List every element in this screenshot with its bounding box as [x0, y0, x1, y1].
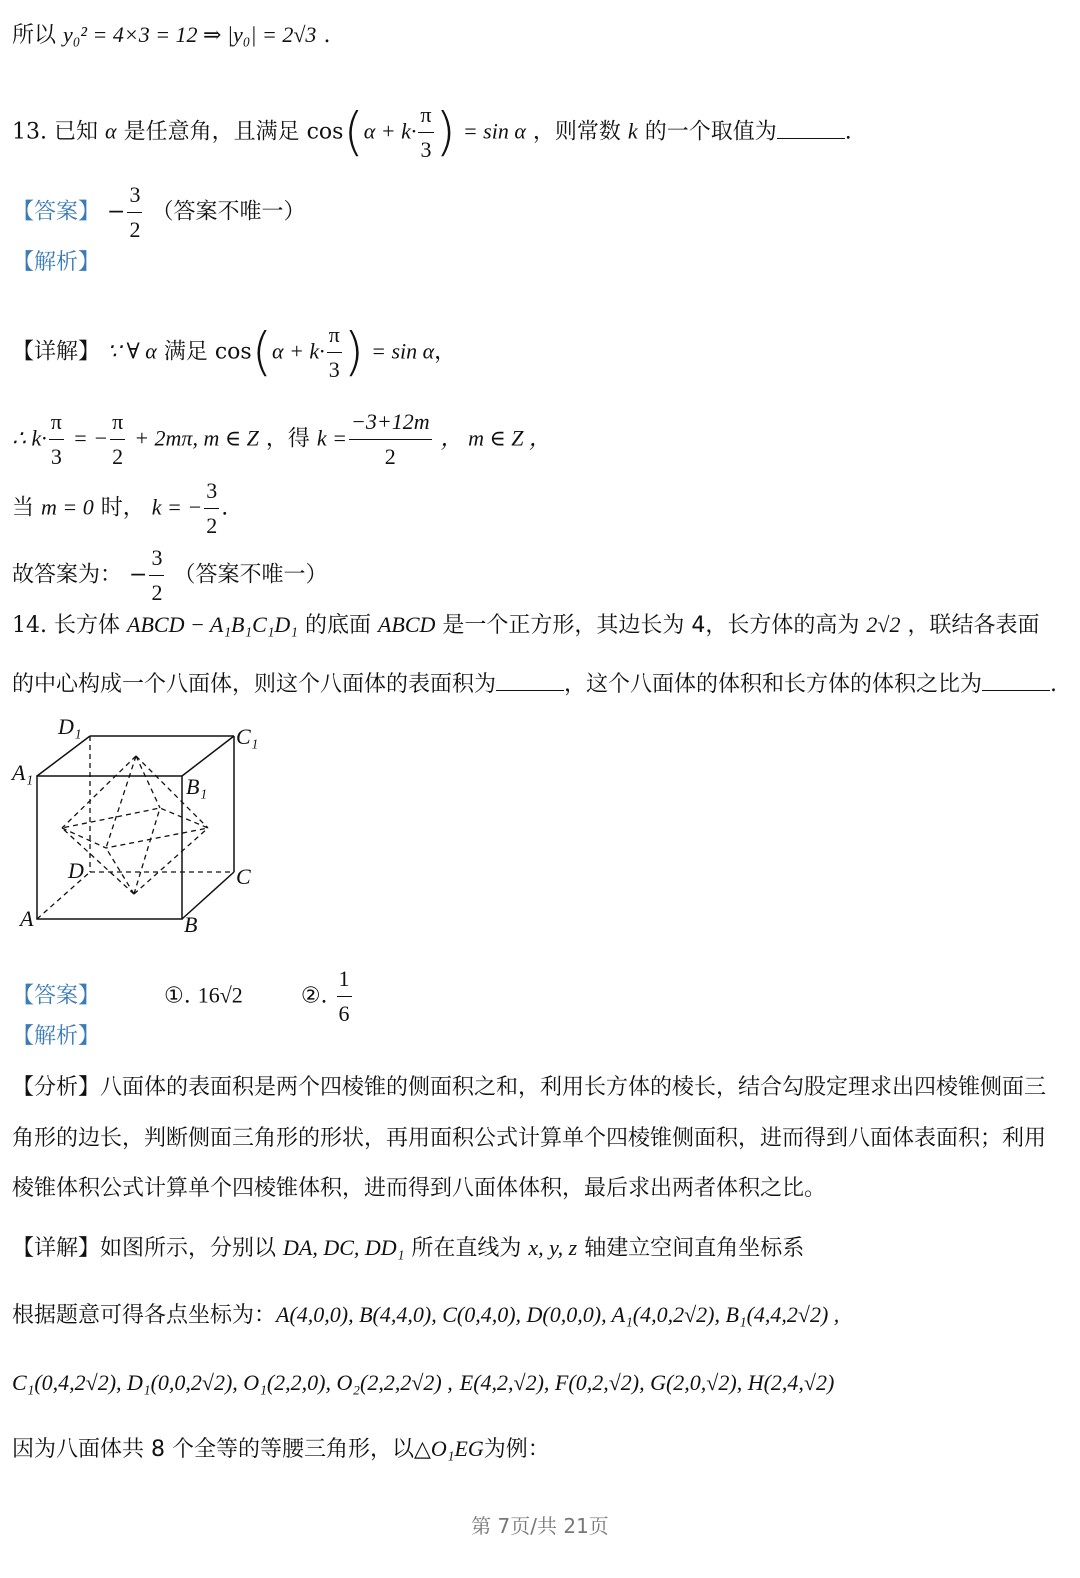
text: ，则常数: [532, 119, 621, 145]
text: 是任意角，且满足: [123, 119, 300, 145]
label-A1: A₁: [12, 760, 34, 785]
formula: C₁(0,4,2√2), D₁(0,0,2√2), O₁(2,2,0), O₂(2,2,2√2) ,: [12, 1370, 453, 1395]
answer-1-value: 16√2: [197, 982, 243, 1008]
answer-2-fraction: $\frac{1}{6}$: [337, 962, 352, 1031]
text: 当: [12, 495, 35, 521]
answer-14: [12, 962, 354, 1031]
cuboid-octahedron-figure: [10, 712, 270, 942]
formula: y₀² = 4×3 = 12 ⇒ |y₀| = 2√3: [63, 22, 317, 47]
text: ，得: [265, 426, 310, 452]
formula: E(4,2,√2), F(0,2,√2), G(2,0,√2), H(2,4,√2): [459, 1370, 835, 1395]
coords-line-2: [12, 1368, 834, 1399]
formula: −: [129, 562, 148, 588]
formula: + 2mπ, m ∈ Z: [134, 425, 259, 451]
formula: m = 0: [41, 494, 94, 520]
formula: k = −: [151, 494, 203, 520]
fraction: $\frac{-3+12m}{2}$: [349, 405, 432, 474]
fraction: $\frac{3}{2}$: [127, 178, 142, 247]
formula: cos: [306, 119, 344, 145]
formula: ， m ∈ Z ，: [440, 425, 552, 451]
page-footer: 第 7页/共 21页: [471, 1514, 609, 1538]
answer-2-marker: ②.: [300, 983, 328, 1009]
coords-line-1: 根据题意可得各点坐标为：A(4,0,0), B(4,4,0), C(0,4,0), D(0,0,0), A₁(4,0,2√2), B₁(4,4,2√2) ,: [12, 1302, 840, 1328]
question-number: 13.: [12, 119, 47, 145]
question-13: 13. 已知 α 是任意角，且满足 cos(α + k· $\frac{\pi}{3}$ ) = sin α ，则常数 k 的一个取值为 .: [12, 98, 852, 167]
text: ，这个八面体的体积和长方体的体积之比为: [564, 672, 983, 697]
text: ，联结各表面: [907, 613, 1040, 638]
formula: = sin α: [462, 118, 526, 144]
line-1: [12, 20, 330, 51]
label-A: A: [20, 906, 34, 931]
formula: k =: [316, 425, 347, 451]
formula: α: [105, 118, 117, 144]
formula: A(4,0,0), B(4,4,0), C(0,4,0), D(0,0,0), A₁(4,0,2√2), B₁(4,4,2√2) ,: [276, 1302, 840, 1327]
text: 是一个正方形，其边长为 4，长方体的高为: [442, 613, 860, 638]
formula: cos: [214, 339, 252, 365]
formula: △O₁EG: [414, 1436, 484, 1461]
formula: α + k·: [272, 338, 325, 364]
analysis-line-3: 棱锥体积公式计算单个四棱锥体积，进而得到八面体体积，最后求出两者体积之比。: [12, 1176, 827, 1201]
formula: ABCD: [377, 612, 436, 637]
text: 满足: [163, 339, 208, 365]
text: 的中心构成一个八面体，则这个八面体的表面积为: [12, 672, 497, 697]
answer-label: 【答案】: [12, 983, 101, 1009]
formula: = sin α: [371, 338, 435, 364]
answer-1-marker: ①.: [164, 983, 191, 1009]
text: 的底面: [304, 613, 371, 638]
formula: −: [107, 199, 126, 225]
question-14-line-2: 的中心构成一个八面体，则这个八面体的表面积为 ，这个八面体的体积和长方体的体积之比为 .: [12, 672, 1058, 697]
fraction: $\frac{\pi}{3}$: [49, 405, 64, 474]
fraction: $\frac{\pi}{3}$: [418, 98, 433, 167]
question-14-line-1: [12, 610, 1040, 641]
fraction: $\frac{3}{2}$: [149, 541, 164, 610]
detail-label: 【详解】: [12, 339, 101, 365]
formula: 2√2: [866, 612, 901, 637]
analysis-label: 【解析】: [12, 1024, 101, 1049]
text: 所以: [12, 23, 57, 48]
answer-blank: [496, 670, 564, 691]
fraction: $\frac{\pi}{2}$: [110, 405, 125, 474]
analysis-line-2: 角形的边长，判断侧面三角形的形状，再用面积公式计算单个四棱锥侧面积，进而得到八面体表面积；利用: [12, 1126, 1047, 1151]
formula: ABCD − A₁B₁C₁D₁: [127, 612, 298, 637]
fraction: $\frac{\pi}{3}$: [327, 318, 342, 387]
note: （答案不唯一）: [173, 562, 328, 588]
detail-13: 【详解】 ∵ ∀ α 满足 cos(α + k· $\frac{\pi}{3}$ ) = sin α，: [12, 318, 456, 387]
answer-label: 【答案】: [12, 199, 101, 225]
answer-blank: [777, 118, 845, 139]
analysis-label: 【解析】: [12, 250, 101, 275]
question-number: 14.: [12, 613, 47, 638]
answer-13: [12, 178, 305, 247]
text: 时，: [100, 495, 145, 521]
formula: k: [627, 118, 638, 144]
formula: = −: [72, 425, 109, 451]
therefore-line: [12, 405, 551, 474]
text: 的一个取值为: [644, 119, 777, 145]
label-D: D: [68, 858, 84, 883]
text: 已知: [54, 119, 99, 145]
formula: α + k·: [363, 118, 417, 144]
formula: DA, DC, DD₁: [283, 1235, 405, 1260]
analysis-line-1: 【分析】八面体的表面积是两个四棱锥的侧面积之和，利用长方体的棱长，结合勾股定理求出四棱锥侧面三: [12, 1075, 1047, 1100]
answer-blank: [982, 670, 1050, 691]
fraction: $\frac{3}{2}$: [204, 474, 219, 543]
text: 故答案为：: [12, 562, 123, 588]
formula: ∴ k·: [12, 425, 47, 451]
label-B1: B₁: [186, 774, 208, 799]
detail-14: 【详解】如图所示，分别以 DA, DC, DD₁ 所在直线为 x, y, z 轴建立空间直角坐标系: [12, 1235, 805, 1261]
text: .: [323, 23, 331, 48]
last-line: 因为八面体共 8 个全等的等腰三角形，以△O₁EG为例：: [12, 1436, 550, 1462]
label-D1: D₁: [58, 714, 82, 739]
label-C1: C₁: [236, 724, 259, 749]
formula: x, y, z: [528, 1235, 578, 1260]
when-line: 当 m = 0 时， k = − $\frac{3}{2}$ .: [12, 474, 228, 543]
so-line: [12, 541, 327, 610]
note: （答案不唯一）: [151, 199, 306, 225]
text: 长方体: [54, 613, 121, 638]
label-B: B: [184, 912, 198, 937]
label-C: C: [236, 864, 251, 889]
formula: ∵ ∀ α: [107, 338, 157, 364]
